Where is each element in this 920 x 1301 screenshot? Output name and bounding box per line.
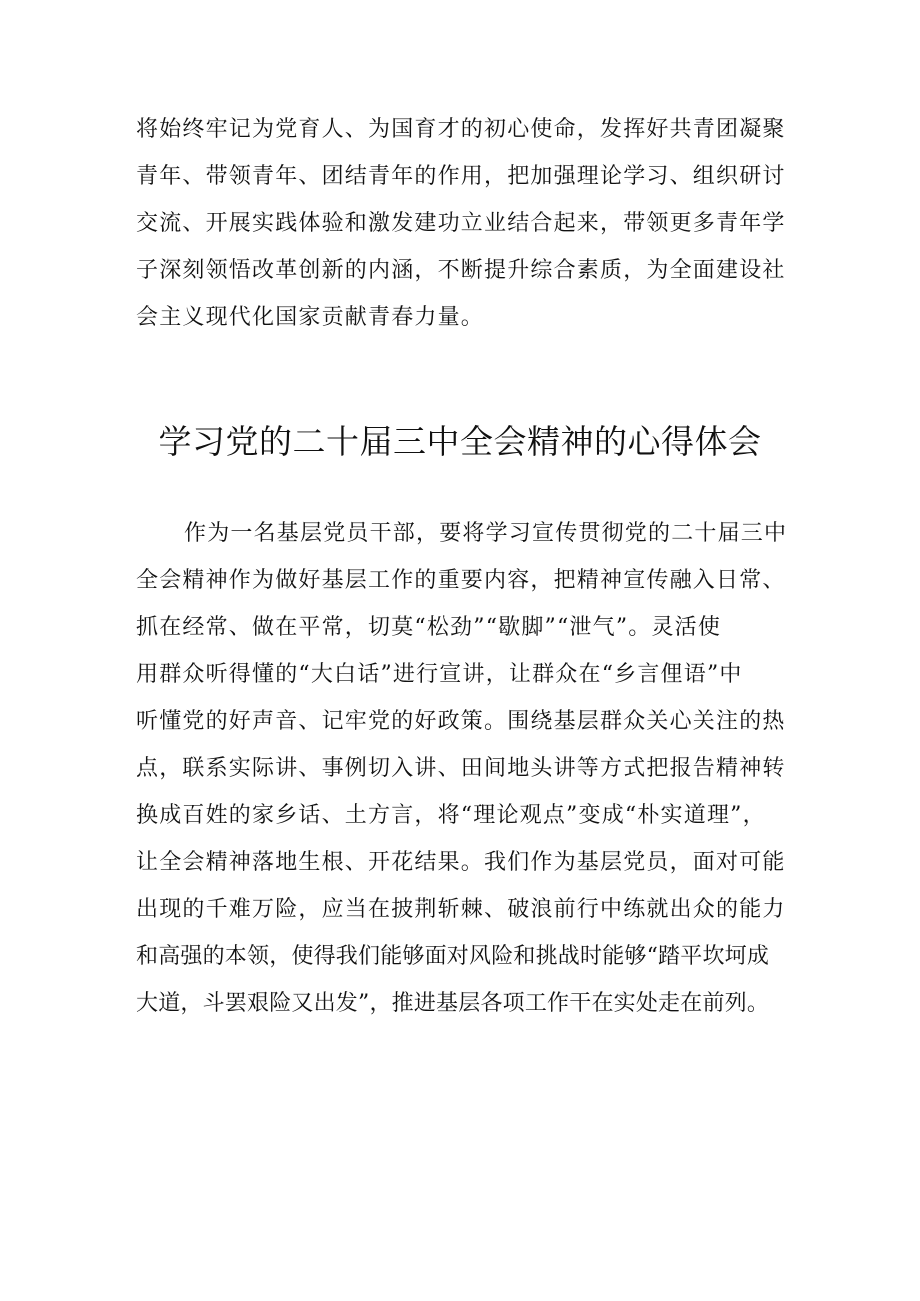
text-line: 出现的千难万险，应当在披荆斩棘、破浪前行中练就出众的能力	[136, 897, 786, 922]
text-line: 听懂党的好声音、记牢党的好政策。围绕基层群众关心关注的热	[136, 709, 786, 734]
text-line: 让全会精神落地生根、开花结果。我们作为基层党员，面对可能	[136, 850, 786, 875]
text-line: 青年、带领青年、团结青年的作用，把加强理论学习、组织研讨	[136, 164, 786, 189]
paragraph-body	[136, 510, 804, 1027]
essay-title: 学习党的二十届三中全会精神的心得体会	[158, 422, 762, 461]
text-line: 大道，斗罢艰险又出发”，推进基层各项工作干在实处走在前列。	[136, 991, 770, 1016]
text-line: 将始终牢记为党育人、为国育才的初心使命，发挥好共青团凝聚	[136, 117, 786, 142]
text-line: 用群众听得懂的“大白话”进行宣讲，让群众在“乡言俚语”中	[136, 662, 743, 687]
text-line: 和高强的本领，使得我们能够面对风险和挑战时能够“踏平坎坷成	[136, 944, 770, 969]
text-line: 会主义现代化国家贡献青春力量。	[136, 305, 485, 330]
text-line: 抓在经常、做在平常，切莫“松劲”“歇脚”“泄气”。灵活使	[136, 615, 722, 640]
paragraph-continuation	[136, 106, 804, 341]
text-line: 全会精神作为做好基层工作的重要内容，把精神宣传融入日常、	[136, 568, 786, 593]
text-line: 交流、开展实践体验和激发建功立业结合起来，带领更多青年学	[136, 211, 786, 236]
text-line: 换成百姓的家乡话、土方言，将“理论观点”变成“朴实道理”，	[136, 803, 766, 828]
text-line: 子深刻领悟改革创新的内涵，不断提升综合素质，为全面建设社	[136, 258, 786, 283]
text-line: 点，联系实际讲、事例切入讲、田间地头讲等方式把报告精神转	[136, 756, 786, 781]
text-line-first: 作为一名基层党员干部，要将学习宣传贯彻党的二十届三中	[184, 521, 788, 546]
